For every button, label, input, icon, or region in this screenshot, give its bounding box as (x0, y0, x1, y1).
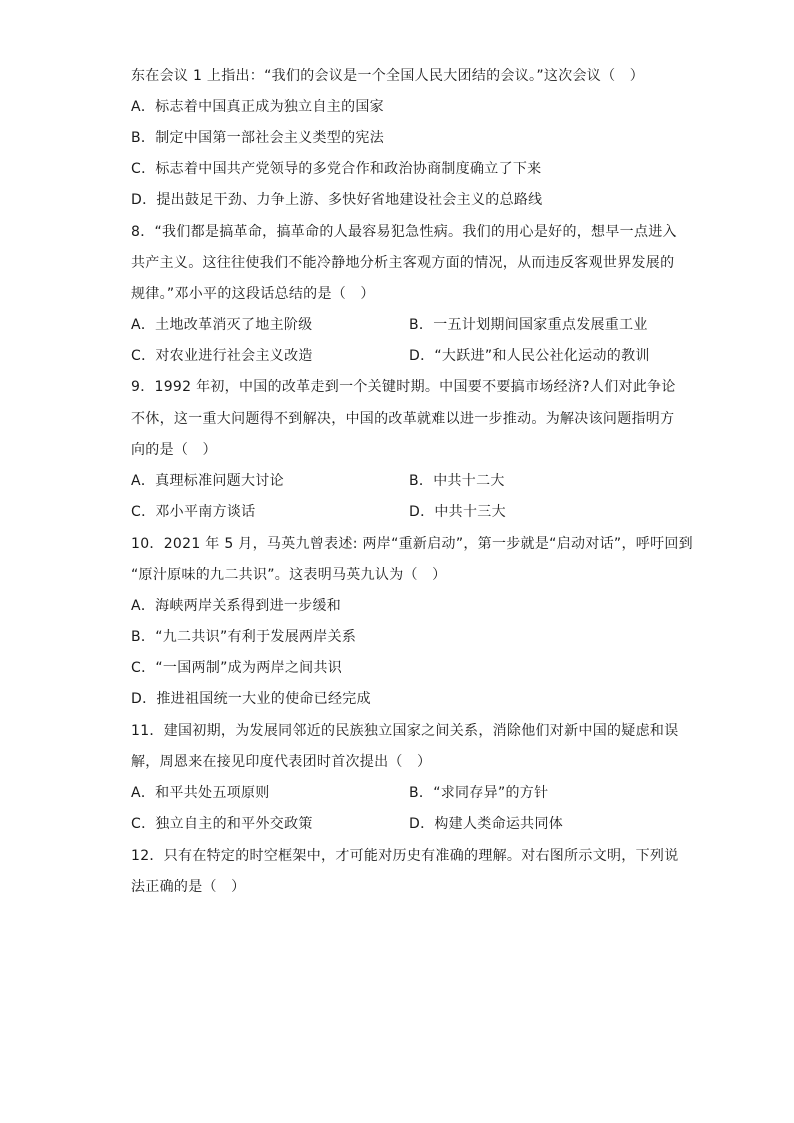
q9-option-d: D．中共十三大 (409, 504, 506, 520)
q12-stem-line-1: 12．只有在特定的时空框架中，才可能对历史有准确的理解。对右图所示文明，下列说 (131, 848, 679, 864)
q11-option-c: C．独立自主的和平外交政策 (131, 816, 313, 832)
q9-option-c: C．邓小平南方谈话 (131, 504, 256, 520)
q11-stem-line-1: 11．建国初期，为发展同邻近的民族独立国家之间关系，消除他们对新中国的疑虑和误 (131, 723, 679, 739)
q11-stem-line-2: 解，周恩来在接见印度代表团时首次提出（ ） (131, 754, 432, 770)
q9-stem-line-3: 向的是（ ） (131, 442, 217, 458)
q10-option-a: A．海峡两岸关系得到进一步缓和 (131, 598, 342, 614)
q7-option-c: C．标志着中国共产党领导的多党合作和政治协商制度确立了下来 (131, 161, 542, 177)
q10-stem-line-1: 10．2021 年 5 月，马英九曾表述: 两岸“重新启动”，第一步就是“启动对话”，呼吁回到 (131, 536, 693, 552)
q11-option-d: D．构建人类命运共同体 (409, 816, 564, 832)
q10-option-c: C．“一国两制”成为两岸之间共识 (131, 660, 343, 676)
q8-option-d: D．“大跃进”和人民公社化运动的教训 (409, 348, 650, 364)
q10-option-b: B．“九二共识”有利于发展两岸关系 (131, 629, 357, 645)
q7-stem: 东在会议 1 上指出：“我们的会议是一个全国人民大团结的会议。”这次会议（ ） (131, 68, 645, 84)
q12-stem-line-2: 法正确的是（ ） (131, 879, 246, 895)
q9-option-b: B．中共十二大 (409, 473, 505, 489)
q11-option-b: B．“求同存异”的方针 (409, 785, 549, 801)
q9-stem-line-2: 不休，这一重大问题得不到解决，中国的改革就难以进一步推动。为解决该问题指明方 (131, 411, 675, 427)
q8-stem-line-2: 共产主义。这往往使我们不能冷静地分析主客观方面的情况，从而违反客观世界发展的 (131, 255, 675, 271)
q8-stem-line-3: 规律。”邓小平的这段话总结的是（ ） (131, 286, 375, 302)
q10-option-d: D．推进祖国统一大业的使命已经完成 (131, 691, 371, 707)
q7-option-d: D．提出鼓足干劲、力争上游、多快好省地建设社会主义的总路线 (131, 192, 543, 208)
q9-option-a: A．真理标准问题大讨论 (131, 473, 284, 489)
q9-stem-line-1: 9．1992 年初，中国的改革走到一个关键时期。中国要不要搞市场经济?人们对此争论 (131, 379, 676, 395)
q10-stem-line-2: “原汁原味的九二共识”。这表明马英九认为（ ） (131, 567, 447, 583)
q8-stem-line-1: 8．“我们都是搞革命，搞革命的人最容易犯急性病。我们的用心是好的，想早一点进入 (131, 224, 677, 240)
q8-option-b: B．一五计划期间国家重点发展重工业 (409, 317, 648, 333)
q7-option-b: B．制定中国第一部社会主义类型的宪法 (131, 130, 385, 146)
q7-option-a: A．标志着中国真正成为独立自主的国家 (131, 99, 384, 115)
q8-option-a: A．土地改革消灭了地主阶级 (131, 317, 313, 333)
q8-option-c: C．对农业进行社会主义改造 (131, 348, 313, 364)
q11-option-a: A．和平共处五项原则 (131, 785, 270, 801)
